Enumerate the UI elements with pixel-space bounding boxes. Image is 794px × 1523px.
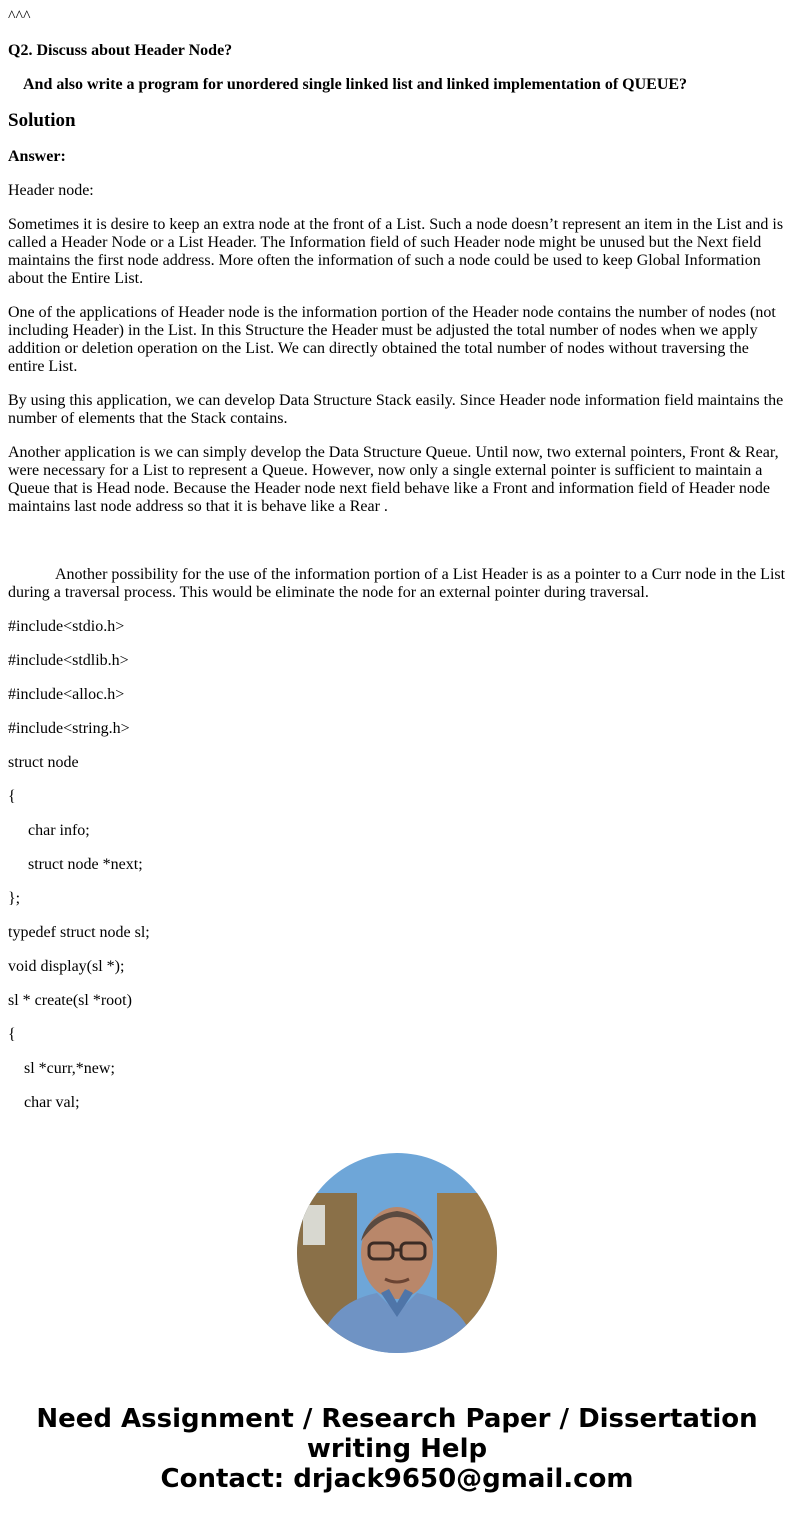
code-line: {: [8, 1026, 16, 1043]
code-line: typedef struct node sl;: [8, 924, 150, 941]
code-line: #include<stdio.h>: [8, 618, 125, 635]
paragraph-definition: Sometimes it is desire to keep an extra node at the front of a List. Such a node doesn’t represent an item in the List and is called a Header Node or a List Header. The Information field of such Header node might be unused but the Next field maintains the first node address. More often the information of such a node could be used to keep Global Information about the Entire List.: [8, 216, 784, 287]
code-line: struct node *next;: [28, 856, 143, 873]
code-line: };: [8, 890, 21, 907]
paragraph-traversal-application: Another possibility for the use of the information portion of a List Header is as a pointer to a Curr node in the List during a traversal process. This would be eliminate the node for an external pointer during traversal.: [8, 566, 786, 601]
code-line: sl *curr,*new;: [24, 1060, 115, 1077]
code-line: #include<alloc.h>: [8, 686, 125, 703]
tutor-photo: [297, 1153, 497, 1353]
promo-contact-email: Contact: drjack9650@gmail.com: [160, 1464, 634, 1494]
code-line: void display(sl *);: [8, 958, 125, 975]
code-line: struct node: [8, 754, 79, 771]
paragraph-queue-application: Another application is we can simply develop the Data Structure Queue. Until now, two external pointers, Front & Rear, were necessary for a List to represent a Queue. However, now only a single external pointer is sufficient to maintain a Queue that is Head node. Because the Header node next field behave like a Front and information field of Header node maintains last node address so that it is behave like a Rear .: [8, 444, 779, 515]
document-page: [8, 0, 786, 1112]
code-listing: [8, 618, 786, 1112]
person-portrait-icon: [297, 1153, 497, 1353]
promo-line-help: writing Help: [306, 1434, 488, 1464]
solution-heading: Solution: [8, 110, 76, 131]
header-node-label: Header node:: [8, 182, 94, 199]
paragraph-stack-application: By using this application, we can develop Data Structure Stack easily. Since Header node information field maintains the number of elements that the Stack contains.: [8, 392, 784, 427]
answer-label: Answer:: [8, 148, 66, 165]
code-line: char val;: [24, 1094, 80, 1111]
caret-marker: ^^^: [8, 8, 31, 25]
code-line: {: [8, 788, 16, 805]
promo-line-assignment: Need Assignment / Research Paper / Dissertation: [36, 1404, 758, 1434]
paragraph-count-application: One of the applications of Header node is the information portion of the Header node contains the number of nodes (not including Header) in the List. In this Structure the Header must be adjusted the total number of nodes when we apply addition or deletion operation on the List. We can directly obtained the total number of nodes without traversing the entire List.: [8, 304, 776, 375]
question-title: Q2. Discuss about Header Node?: [8, 42, 233, 59]
question-subtitle: And also write a program for unordered single linked list and linked implementation of QUEUE?: [23, 76, 688, 93]
code-line: char info;: [28, 822, 90, 839]
promo-banner: [0, 1404, 794, 1494]
blank-space: [8, 516, 786, 550]
code-line: #include<stdlib.h>: [8, 652, 129, 669]
code-line: sl * create(sl *root): [8, 992, 132, 1009]
code-line: #include<string.h>: [8, 720, 130, 737]
